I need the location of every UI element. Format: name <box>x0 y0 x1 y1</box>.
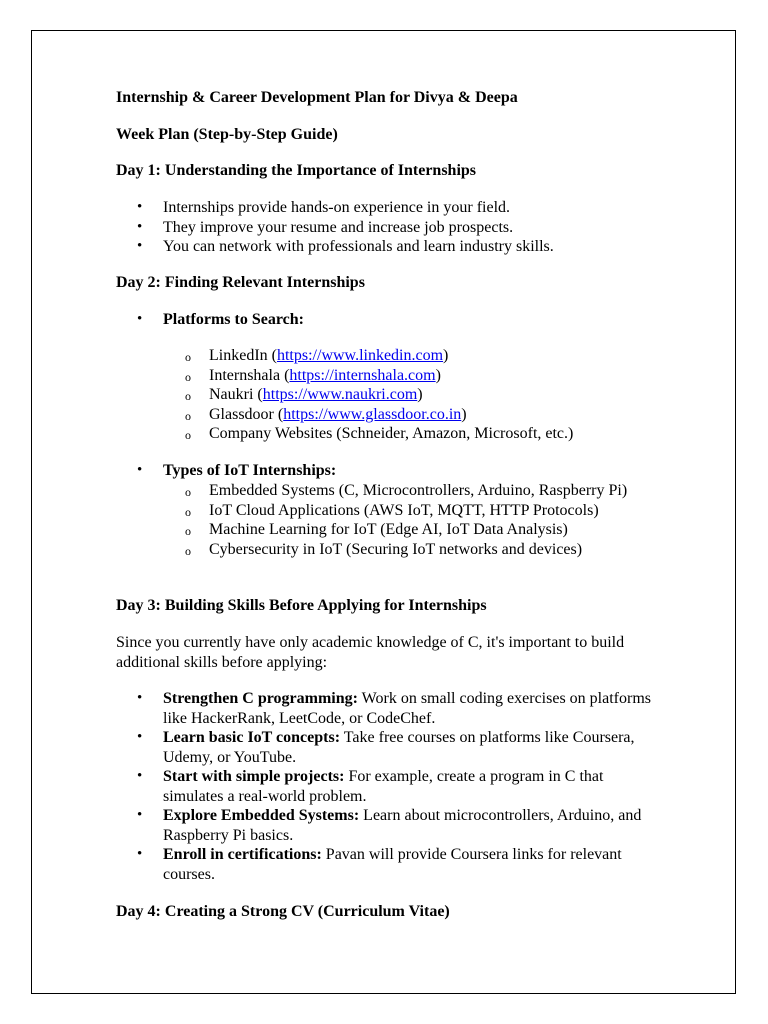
day3-intro: Since you currently have only academic knowledge of C, it's important to build additional skills before applying: <box>116 634 625 671</box>
day3-list <box>116 689 661 884</box>
day1-list <box>116 198 676 257</box>
day2-heading: Day 2: Finding Relevant Internships <box>116 274 365 291</box>
platform-company-sites: o Company Websites (Schneider, Amazon, Microsoft, etc.) <box>116 424 676 444</box>
list-item: • Learn basic IoT concepts: Take free courses on platforms like Coursera, Udemy, or YouTube. <box>116 728 661 767</box>
list-item <box>116 461 676 481</box>
day3-heading: Day 3: Building Skills Before Applying for Internships <box>116 597 487 614</box>
platform-linkedin: o LinkedIn (https://www.linkedin.com) <box>116 346 676 366</box>
platform-glassdoor: o Glassdoor (https://www.glassdoor.co.in) <box>116 405 676 425</box>
platforms-sublist <box>116 346 676 444</box>
glassdoor-link[interactable]: https://www.glassdoor.co.in <box>283 405 462 423</box>
list-item: • Strengthen C programming: Work on small coding exercises on platforms like HackerRank, LeetCode, or CodeChef. <box>116 689 661 728</box>
day1-heading: Day 1: Understanding the Importance of Internships <box>116 162 477 179</box>
day4-heading: Day 4: Creating a Strong CV (Curriculum Vitae) <box>116 903 450 920</box>
list-item: o Cybersecurity in IoT (Securing IoT networks and devices) <box>116 540 636 560</box>
platforms-list <box>116 310 676 330</box>
list-item: • Start with simple projects: For example, create a program in C that simulates a real-world problem. <box>116 767 661 806</box>
list-item: o Embedded Systems (C, Microcontrollers, Arduino, Raspberry Pi) <box>116 481 636 501</box>
list-item: o Machine Learning for IoT (Edge AI, IoT Data Analysis) <box>116 520 636 540</box>
internshala-link[interactable]: https://internshala.com <box>289 366 436 384</box>
list-item: o IoT Cloud Applications (AWS IoT, MQTT, HTTP Protocols) <box>116 501 636 521</box>
list-item: • You can network with professionals and learn industry skills. <box>116 237 676 257</box>
week-plan-heading: Week Plan (Step-by-Step Guide) <box>116 126 338 143</box>
list-item <box>116 310 676 330</box>
linkedin-link[interactable]: https://www.linkedin.com <box>276 347 444 364</box>
list-item: • Internships provide hands-on experience in your field. <box>116 198 676 218</box>
list-item: • Enroll in certifications: Pavan will provide Coursera links for relevant courses. <box>116 845 661 884</box>
document-title: Internship & Career Development Plan for Divya & Deepa <box>116 89 518 106</box>
types-list <box>116 461 676 481</box>
types-label: Types of IoT Internships: <box>163 462 337 479</box>
platform-naukri: o Naukri (https://www.naukri.com) <box>116 385 676 405</box>
naukri-link[interactable]: https://www.naukri.com <box>262 386 418 403</box>
list-item: • They improve your resume and increase job prospects. <box>116 218 676 238</box>
types-sublist <box>116 481 636 559</box>
platforms-label: Platforms to Search: <box>163 311 304 328</box>
platform-internshala: o Internshala (https://internshala.com) <box>116 366 676 386</box>
list-item: • Explore Embedded Systems: Learn about microcontrollers, Arduino, and Raspberry Pi basics. <box>116 806 661 845</box>
